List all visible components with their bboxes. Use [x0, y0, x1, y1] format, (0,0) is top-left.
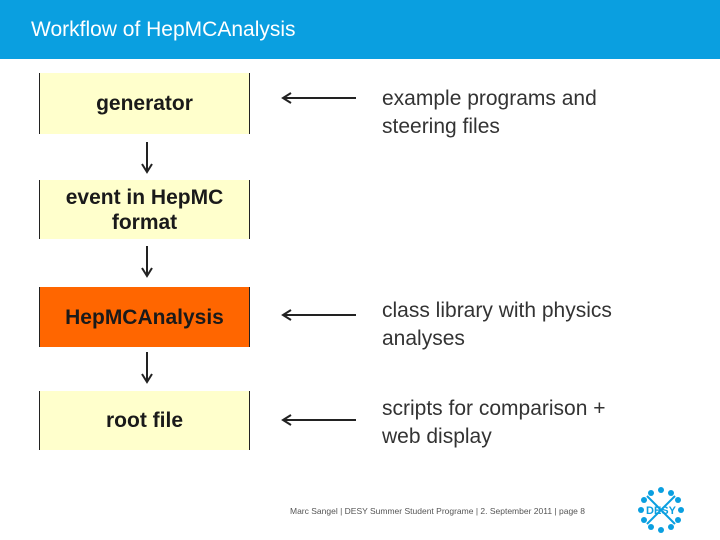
logo-text: DESY: [646, 505, 676, 517]
slide-title: Workflow of HepMCAnalysis: [31, 18, 296, 41]
desc-hepmcanalysis: [382, 297, 612, 353]
left-arrow-root-file: [280, 413, 358, 427]
desc-root-file: [382, 395, 606, 451]
desc-generator: [382, 85, 597, 141]
desc-root-file-line2: web display: [382, 425, 492, 448]
left-arrow-generator: [280, 91, 358, 105]
desc-hepmcanalysis-line1: class library with physics: [382, 299, 612, 322]
desy-logo-icon: [633, 484, 689, 540]
box-hepmcanalysis-label: HepMCAnalysis: [65, 305, 224, 329]
desc-generator-line2: steering files: [382, 115, 500, 138]
box-event-hepmc-label: event in HepMC format: [65, 185, 224, 234]
desc-generator-line1: example programs and: [382, 87, 597, 110]
left-arrow-hepmcanalysis: [280, 308, 358, 322]
down-arrow-2: [139, 246, 155, 278]
box-generator-label: generator: [96, 92, 193, 115]
box-event-hepmc: [39, 180, 250, 239]
box-root-file-label: root file: [106, 409, 183, 432]
down-arrow-1: [139, 142, 155, 174]
footer-text: Marc Sangel | DESY Summer Student Programe | 2. September 2011 | page 8: [290, 506, 585, 516]
desc-hepmcanalysis-line2: analyses: [382, 327, 465, 350]
slide-header: [0, 0, 720, 59]
box-hepmcanalysis: [39, 287, 250, 347]
box-root-file: [39, 391, 250, 450]
box-generator: [39, 73, 250, 134]
down-arrow-3: [139, 352, 155, 384]
desc-root-file-line1: scripts for comparison +: [382, 397, 606, 420]
